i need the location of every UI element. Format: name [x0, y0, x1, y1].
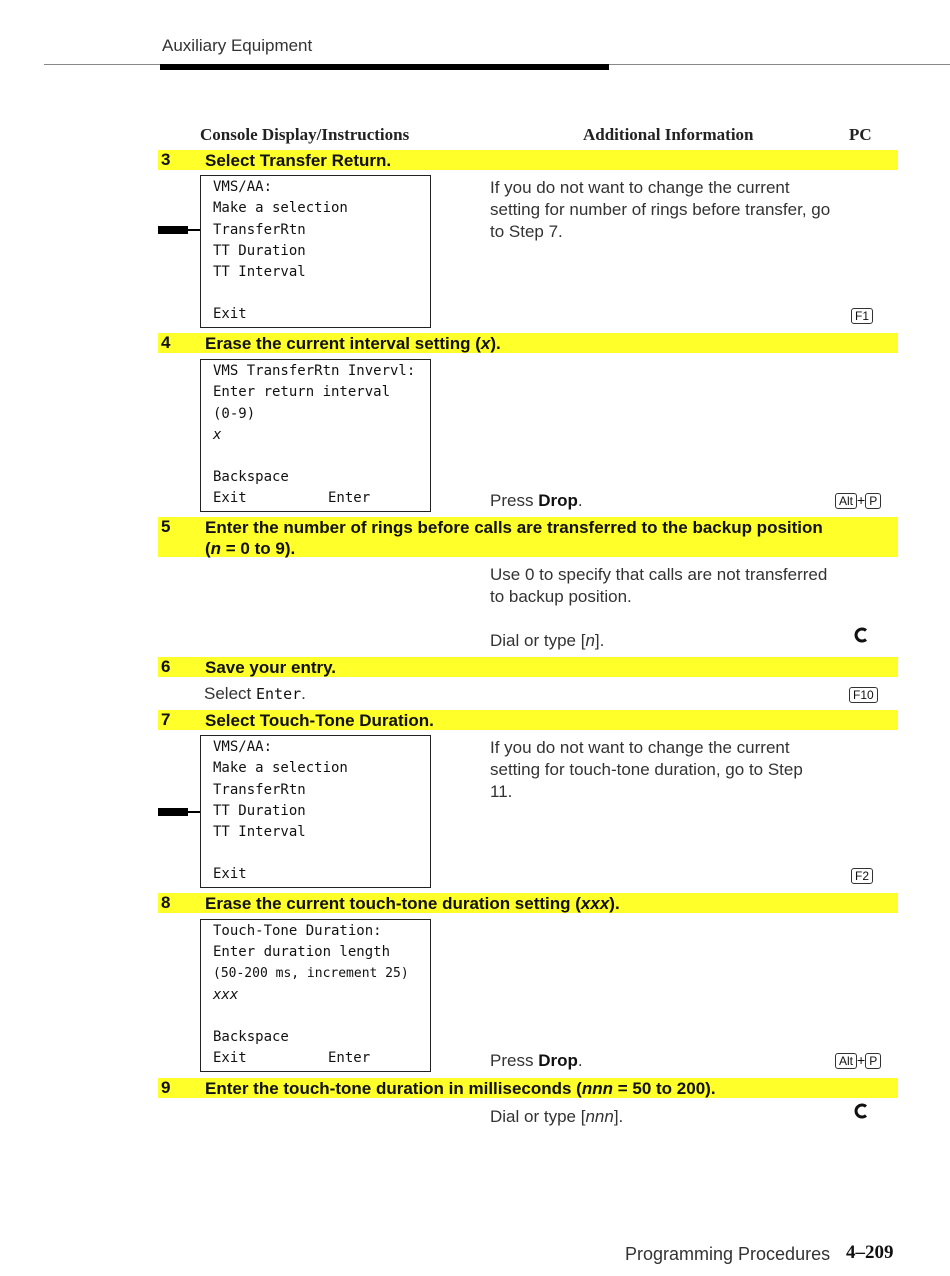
step-title: Erase the current interval setting (x).	[205, 334, 501, 353]
step-number: 5	[161, 517, 171, 536]
lcd-enter-label: Enter	[328, 1050, 371, 1066]
page-number: 4–209	[846, 1242, 894, 1263]
step-number: 4	[161, 333, 171, 352]
dial-pad-icon	[853, 627, 869, 649]
running-header: Auxiliary Equipment	[162, 36, 313, 55]
info-text: If you do not want to change the current setting for touch-tone duration, go to Step 11.	[490, 738, 803, 801]
step-3-header	[158, 150, 898, 170]
f1-key-icon: F1	[851, 307, 873, 325]
f10-key-icon: F10	[849, 686, 878, 704]
console-display-step-3	[200, 175, 431, 328]
step-7-header	[158, 710, 898, 730]
console-display-step-8	[200, 919, 431, 1072]
info-text: Use 0 to specify that calls are not transferred to backup position.	[490, 565, 828, 606]
lcd-line: xxx	[213, 987, 239, 1003]
step-title: Save your entry.	[205, 658, 337, 677]
lcd-line: Make a selection	[213, 760, 348, 776]
step-title: Select Transfer Return.	[205, 151, 392, 170]
lcd-line: VMS/AA:	[213, 179, 273, 195]
step-title: Select Touch-Tone Duration.	[205, 711, 434, 730]
lcd-line: Enter return interval	[213, 384, 391, 400]
step-number: 8	[161, 893, 171, 912]
lcd-line: VMS TransferRtn Invervl:	[213, 363, 416, 379]
step-title: Erase the current touch-tone duration setting (xxx).	[205, 894, 620, 913]
lcd-line: TT Interval	[213, 824, 306, 840]
step-title: Enter the number of rings before calls are transferred to the backup position (n = 0 to 9).	[205, 518, 823, 558]
alt-p-keys: Alt + P	[835, 1052, 881, 1070]
lcd-line: Exit	[213, 866, 247, 882]
lcd-line: Exit	[213, 306, 247, 322]
lcd-line: Enter duration length	[213, 944, 391, 960]
step-number: 7	[161, 710, 171, 729]
step-number: 6	[161, 657, 171, 676]
dial-instruction: Dial or type [nnn].	[490, 1107, 624, 1126]
lcd-line: TT Interval	[213, 264, 306, 280]
step-number: 3	[161, 150, 171, 169]
console-display-step-7	[200, 735, 431, 888]
step-6-header	[158, 657, 898, 677]
console-display-step-4	[200, 359, 431, 512]
lcd-line: Exit	[213, 1050, 247, 1066]
step-number: 9	[161, 1078, 171, 1097]
p-key-icon: P	[865, 493, 881, 509]
column-header-console: Console Display/Instructions	[200, 125, 410, 144]
info-text: If you do not want to change the current setting for number of rings before transfer, go to Step 7.	[490, 178, 831, 241]
selection-pointer-line	[188, 811, 200, 813]
selection-pointer-icon	[158, 808, 188, 816]
lcd-line: TT Duration	[213, 803, 306, 819]
lcd-enter-label: Enter	[328, 490, 371, 506]
lcd-line: TransferRtn	[213, 782, 306, 798]
alt-p-keys: Alt + P	[835, 492, 881, 510]
dial-instruction: Dial or type [n].	[490, 631, 605, 650]
lcd-line: VMS/AA:	[213, 739, 273, 755]
alt-key-icon: Alt	[835, 493, 857, 509]
p-key-icon: P	[865, 1053, 881, 1069]
press-instruction: Press Drop.	[490, 1051, 583, 1070]
selection-pointer-line	[188, 229, 200, 231]
alt-key-icon: Alt	[835, 1053, 857, 1069]
lcd-line: Exit	[213, 490, 247, 506]
step-5-header	[158, 517, 898, 557]
press-instruction: Press Drop.	[490, 491, 583, 510]
selection-pointer-icon	[158, 226, 188, 234]
lcd-line: Make a selection	[213, 200, 348, 216]
column-header-info: Additional Information	[583, 125, 754, 144]
lcd-line: (50-200 ms, increment 25)	[213, 966, 409, 981]
step-4-header	[158, 333, 898, 353]
lcd-line: Touch-Tone Duration:	[213, 923, 382, 939]
step-title: Enter the touch-tone duration in milliseconds (nnn = 50 to 200).	[205, 1079, 716, 1098]
column-header-pc: PC	[849, 125, 872, 144]
dial-pad-icon	[853, 1103, 869, 1125]
step-9-header	[158, 1078, 898, 1098]
lcd-line: x	[213, 427, 222, 443]
lcd-line: (0-9)	[213, 406, 256, 422]
f2-key-icon: F2	[851, 867, 873, 885]
running-footer: Programming Procedures	[625, 1244, 831, 1264]
lcd-line: TransferRtn	[213, 222, 306, 238]
lcd-line: Backspace	[213, 1029, 289, 1045]
lcd-line: Backspace	[213, 469, 289, 485]
step-8-header	[158, 893, 898, 913]
header-bar	[160, 64, 609, 70]
select-instruction: Select Enter.	[204, 684, 306, 703]
lcd-line: TT Duration	[213, 243, 306, 259]
